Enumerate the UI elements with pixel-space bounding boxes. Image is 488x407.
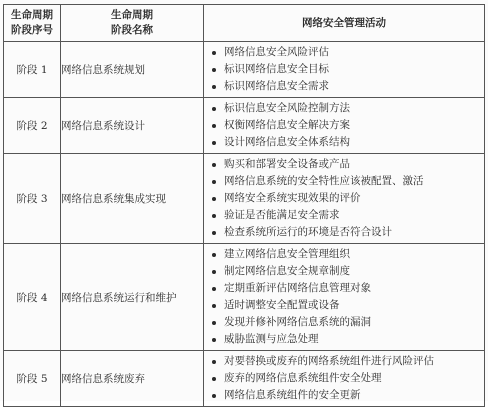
activities-cell xyxy=(204,42,485,98)
activities-cell xyxy=(204,244,485,351)
activity-item: 验证是否能满足安全需求 xyxy=(212,207,484,224)
stage-name-cell: 网络信息系统设计 xyxy=(61,98,204,154)
header-stage-name-line2: 阶段名称 xyxy=(111,24,153,36)
activity-item: 废弃的网络信息系统组件安全处理 xyxy=(212,370,484,387)
activities-cell xyxy=(204,351,485,407)
table-header-row xyxy=(4,5,485,42)
activities-cell xyxy=(204,154,485,244)
stage-number-cell: 阶段 1 xyxy=(4,42,61,98)
header-stage-number-line1: 生命周期 xyxy=(11,9,53,21)
table-row xyxy=(4,42,485,98)
activity-item: 定期重新评估网络信息管理对象 xyxy=(212,280,484,297)
stage-name-cell: 网络信息系统规划 xyxy=(61,42,204,98)
stage-name-cell: 网络信息系统废弃 xyxy=(61,351,204,407)
activity-list xyxy=(204,244,484,350)
activity-item: 网络安全系统实现效果的评价 xyxy=(212,190,484,207)
activity-item: 检查系统所运行的环境是否符合设计 xyxy=(212,224,484,241)
activity-item: 发现并修补网络信息系统的漏洞 xyxy=(212,314,484,331)
activity-item: 标识网络信息安全目标 xyxy=(212,61,484,78)
lifecycle-table xyxy=(3,4,485,407)
activity-item: 标识信息安全风险控制方法 xyxy=(212,100,484,117)
stage-name-cell: 网络信息系统集成实现 xyxy=(61,154,204,244)
activity-item: 建立网络信息安全管理组织 xyxy=(212,246,484,263)
activity-list xyxy=(204,42,484,97)
activity-list xyxy=(204,98,484,153)
activity-item: 网络信息系统的安全特性应该被配置、激活 xyxy=(212,173,484,190)
table-row xyxy=(4,351,485,407)
activity-item: 威胁监测与应急处理 xyxy=(212,331,484,348)
activity-item: 标识网络信息安全需求 xyxy=(212,78,484,95)
stage-number-cell: 阶段 5 xyxy=(4,351,61,407)
activity-list xyxy=(204,154,484,243)
stage-number-cell: 阶段 3 xyxy=(4,154,61,244)
activity-item: 权衡网络信息安全解决方案 xyxy=(212,117,484,134)
stage-number-cell: 阶段 4 xyxy=(4,244,61,351)
stage-name-cell: 网络信息系统运行和维护 xyxy=(61,244,204,351)
activity-item: 适时调整安全配置或设备 xyxy=(212,297,484,314)
activity-item: 对要替换或废弃的网络系统组件进行风险评估 xyxy=(212,353,484,370)
header-stage-number xyxy=(4,5,61,42)
header-stage-name-line1: 生命周期 xyxy=(111,9,153,21)
table-row xyxy=(4,98,485,154)
activity-item: 网络信息系统组件的安全更新 xyxy=(212,387,484,404)
table-row xyxy=(4,154,485,244)
activities-cell xyxy=(204,98,485,154)
activity-item: 网络信息安全风险评估 xyxy=(212,44,484,61)
activity-list xyxy=(204,351,484,406)
table-body xyxy=(4,42,485,407)
activity-item: 设计网络信息安全体系结构 xyxy=(212,134,484,151)
activity-item: 购买和部署安全设备或产品 xyxy=(212,156,484,173)
header-activities: 网络安全管理活动 xyxy=(204,5,485,42)
stage-number-cell: 阶段 2 xyxy=(4,98,61,154)
header-stage-name xyxy=(61,5,204,42)
table-row xyxy=(4,244,485,351)
activity-item: 制定网络信息安全规章制度 xyxy=(212,263,484,280)
header-stage-number-line2: 阶段序号 xyxy=(11,24,53,36)
